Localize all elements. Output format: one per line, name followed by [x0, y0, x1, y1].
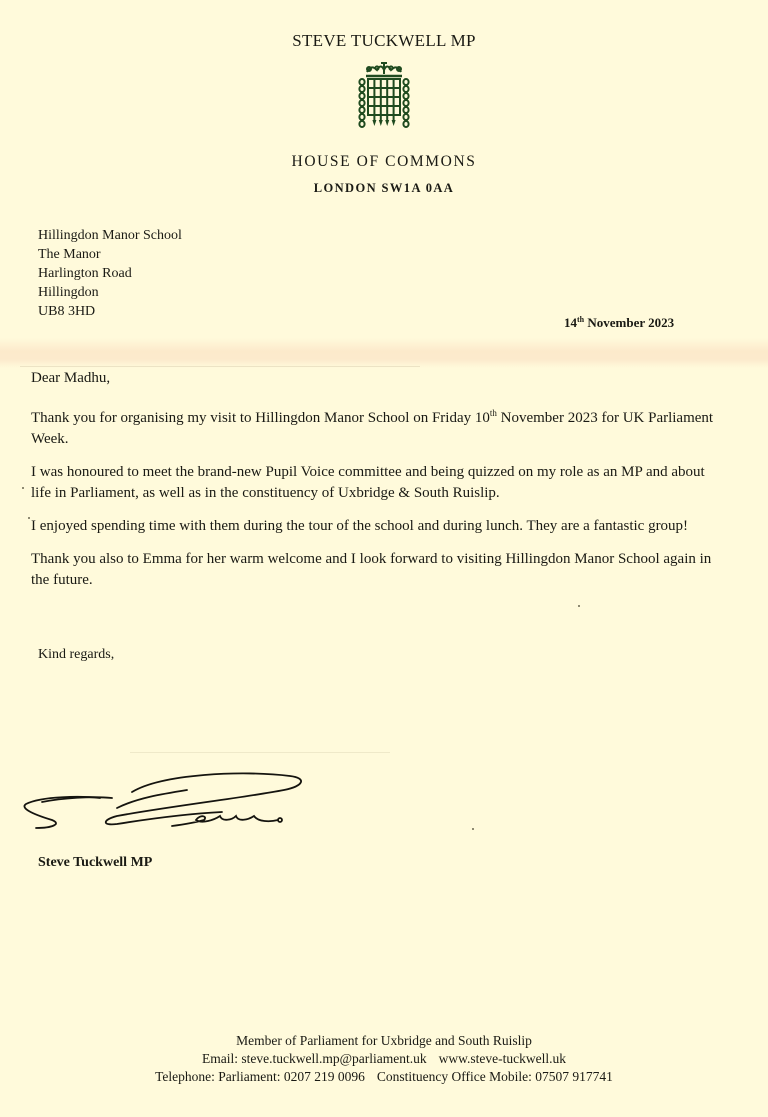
signatory-name: Steve Tuckwell MP — [38, 855, 153, 870]
paper-speck — [472, 828, 474, 830]
footer-contact-online — [0, 1050, 768, 1068]
portcullis-icon — [357, 60, 411, 130]
letterhead — [0, 30, 768, 196]
paper-speck — [22, 487, 24, 489]
recipient-line: UB8 3HD — [38, 304, 96, 319]
recipient-line: Hillingdon Manor School — [38, 228, 182, 243]
paragraph-enjoyed: I enjoyed spending time with them during the tour of the school and during lunch. They are a fantastic group! — [31, 518, 689, 534]
recipient-line: Harlington Road — [38, 266, 132, 281]
paragraph-emma: Thank you also to Emma for her warm welcome and I look forward to visiting Hillingdon Manor School again in the future. — [31, 551, 712, 588]
salutation: Dear Madhu, — [31, 370, 111, 386]
letter-date — [564, 315, 674, 331]
signature-image — [22, 768, 322, 834]
footer-contact-phone — [0, 1068, 768, 1086]
letterhead-institution: HOUSE OF COMMONS — [291, 153, 477, 170]
footer-mobile: Constituency Office Mobile: 07507 917741 — [376, 1069, 613, 1084]
date-month-year: November 2023 — [584, 315, 675, 330]
footer-email: Email: steve.tuckwell.mp@parliament.uk — [202, 1051, 427, 1066]
paper-speck — [578, 605, 580, 607]
paragraph-thanks — [31, 403, 721, 450]
letter-body — [31, 368, 721, 603]
date-day: 14 — [564, 315, 577, 330]
paper-speck — [28, 517, 30, 519]
closing: Kind regards, — [38, 647, 115, 662]
paragraph-text: November 2023 for UK Parliament Week. — [31, 410, 714, 447]
date-suffix: th — [577, 315, 585, 324]
footer-website: www.steve-tuckwell.uk — [438, 1051, 566, 1066]
paragraph-text: Thank you for organising my visit to Hillingdon Manor School on Friday 10 — [31, 410, 490, 426]
paragraph-honoured: I was honoured to meet the brand-new Pupil Voice committee and being quizzed on my role as an MP and about life in Parliament, as well as in the constituency of Uxbridge & South Ruislip. — [31, 464, 705, 501]
recipient-address — [38, 226, 182, 321]
ordinal-suffix: th — [489, 408, 497, 418]
signature-crease — [130, 752, 390, 753]
footer-constituency: Member of Parliament for Uxbridge and South Ruislip — [236, 1033, 532, 1048]
letter-footer — [0, 1032, 768, 1086]
letterhead-address: LONDON SW1A 0AA — [313, 181, 455, 195]
recipient-line: The Manor — [38, 247, 101, 262]
recipient-line: Hillingdon — [38, 285, 99, 300]
paper-fold-shadow — [0, 338, 768, 368]
footer-telephone: Telephone: Parliament: 0207 219 0096 — [155, 1069, 365, 1084]
letterhead-mp-name: STEVE TUCKWELL MP — [292, 31, 476, 50]
fold-crease — [20, 366, 420, 367]
